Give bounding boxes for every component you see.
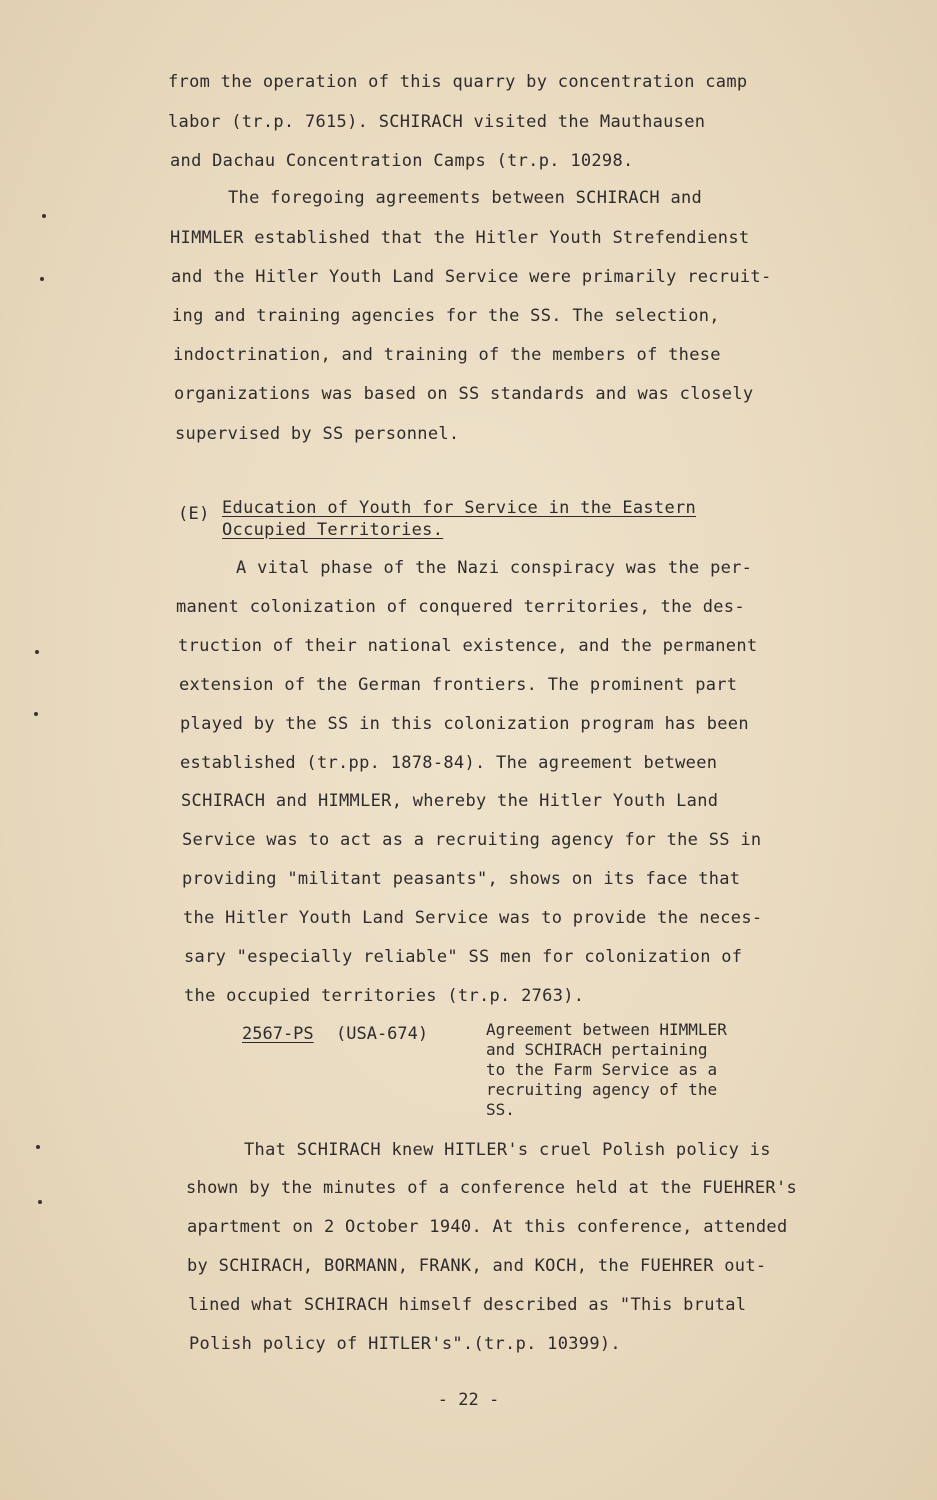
text-line: The foregoing agreements between SCHIRACH and — [228, 188, 703, 208]
scan-speck — [34, 712, 38, 716]
scan-speck — [42, 214, 46, 218]
scan-speck — [35, 650, 39, 654]
text-line: lined what SCHIRACH himself described as "This brutal — [188, 1295, 747, 1315]
reference-description-line: recruiting agency of the — [486, 1080, 718, 1099]
section-marker: (E) — [178, 504, 210, 524]
section-title-line1: Education of Youth for Service in the Eastern — [222, 498, 697, 518]
reference-description-line: Agreement between HIMMLER — [486, 1020, 727, 1039]
scan-speck — [36, 1145, 40, 1149]
scan-speck — [38, 1200, 42, 1204]
page-number: - 22 - — [437, 1390, 500, 1410]
text-line: supervised by SS personnel. — [175, 424, 460, 444]
text-line: organizations was based on SS standards and was closely — [174, 384, 754, 404]
scan-speck — [40, 277, 44, 281]
text-line: That SCHIRACH knew HITLER's cruel Polish policy is — [244, 1140, 771, 1160]
text-line: extension of the German frontiers. The prominent part — [179, 675, 738, 695]
text-line: Polish policy of HITLER's".(tr.p. 10399). — [189, 1334, 621, 1354]
text-line: manent colonization of conquered territories, the des- — [176, 597, 745, 617]
text-line: the occupied territories (tr.p. 2763). — [184, 986, 585, 1006]
text-line: indoctrination, and training of the members of these — [173, 345, 721, 365]
text-line: apartment on 2 October 1940. At this conference, attended — [187, 1217, 788, 1237]
document-id: 2567-PS — [242, 1024, 314, 1044]
text-line: truction of their national existence, and the permanent — [178, 636, 758, 656]
text-line: the Hitler Youth Land Service was to provide the neces- — [183, 908, 763, 928]
text-line: HIMMLER established that the Hitler Youth Strefendienst — [170, 228, 750, 248]
text-line: SCHIRACH and HIMMLER, whereby the Hitler Youth Land — [181, 791, 719, 811]
exhibit-number: (USA-674) — [336, 1024, 429, 1044]
text-line: and Dachau Concentration Camps (tr.p. 10298. — [170, 151, 634, 171]
text-line: established (tr.pp. 1878-84). The agreement between — [180, 753, 718, 773]
text-line: providing "militant peasants", shows on its face that — [182, 869, 741, 889]
text-line: shown by the minutes of a conference held at the FUEHRER's — [186, 1178, 798, 1198]
section-title-line2: Occupied Territories. — [222, 520, 444, 540]
text-line: from the operation of this quarry by concentration camp — [168, 72, 748, 92]
text-line: labor (tr.p. 7615). SCHIRACH visited the Mauthausen — [168, 112, 706, 132]
text-line: by SCHIRACH, BORMANN, FRANK, and KOCH, the FUEHRER out- — [187, 1256, 767, 1276]
text-line: and the Hitler Youth Land Service were primarily recruit- — [171, 267, 772, 287]
text-line: Service was to act as a recruiting agency for the SS in — [182, 830, 762, 850]
text-line: played by the SS in this colonization program has been — [180, 714, 749, 734]
text-line: A vital phase of the Nazi conspiracy was the per- — [236, 558, 753, 578]
reference-description-line: SS. — [486, 1100, 515, 1119]
text-line: ing and training agencies for the SS. The selection, — [172, 306, 720, 326]
reference-description-line: and SCHIRACH pertaining — [486, 1040, 708, 1059]
reference-description-line: to the Farm Service as a — [486, 1060, 718, 1079]
text-line: sary "especially reliable" SS men for colonization of — [184, 947, 743, 967]
